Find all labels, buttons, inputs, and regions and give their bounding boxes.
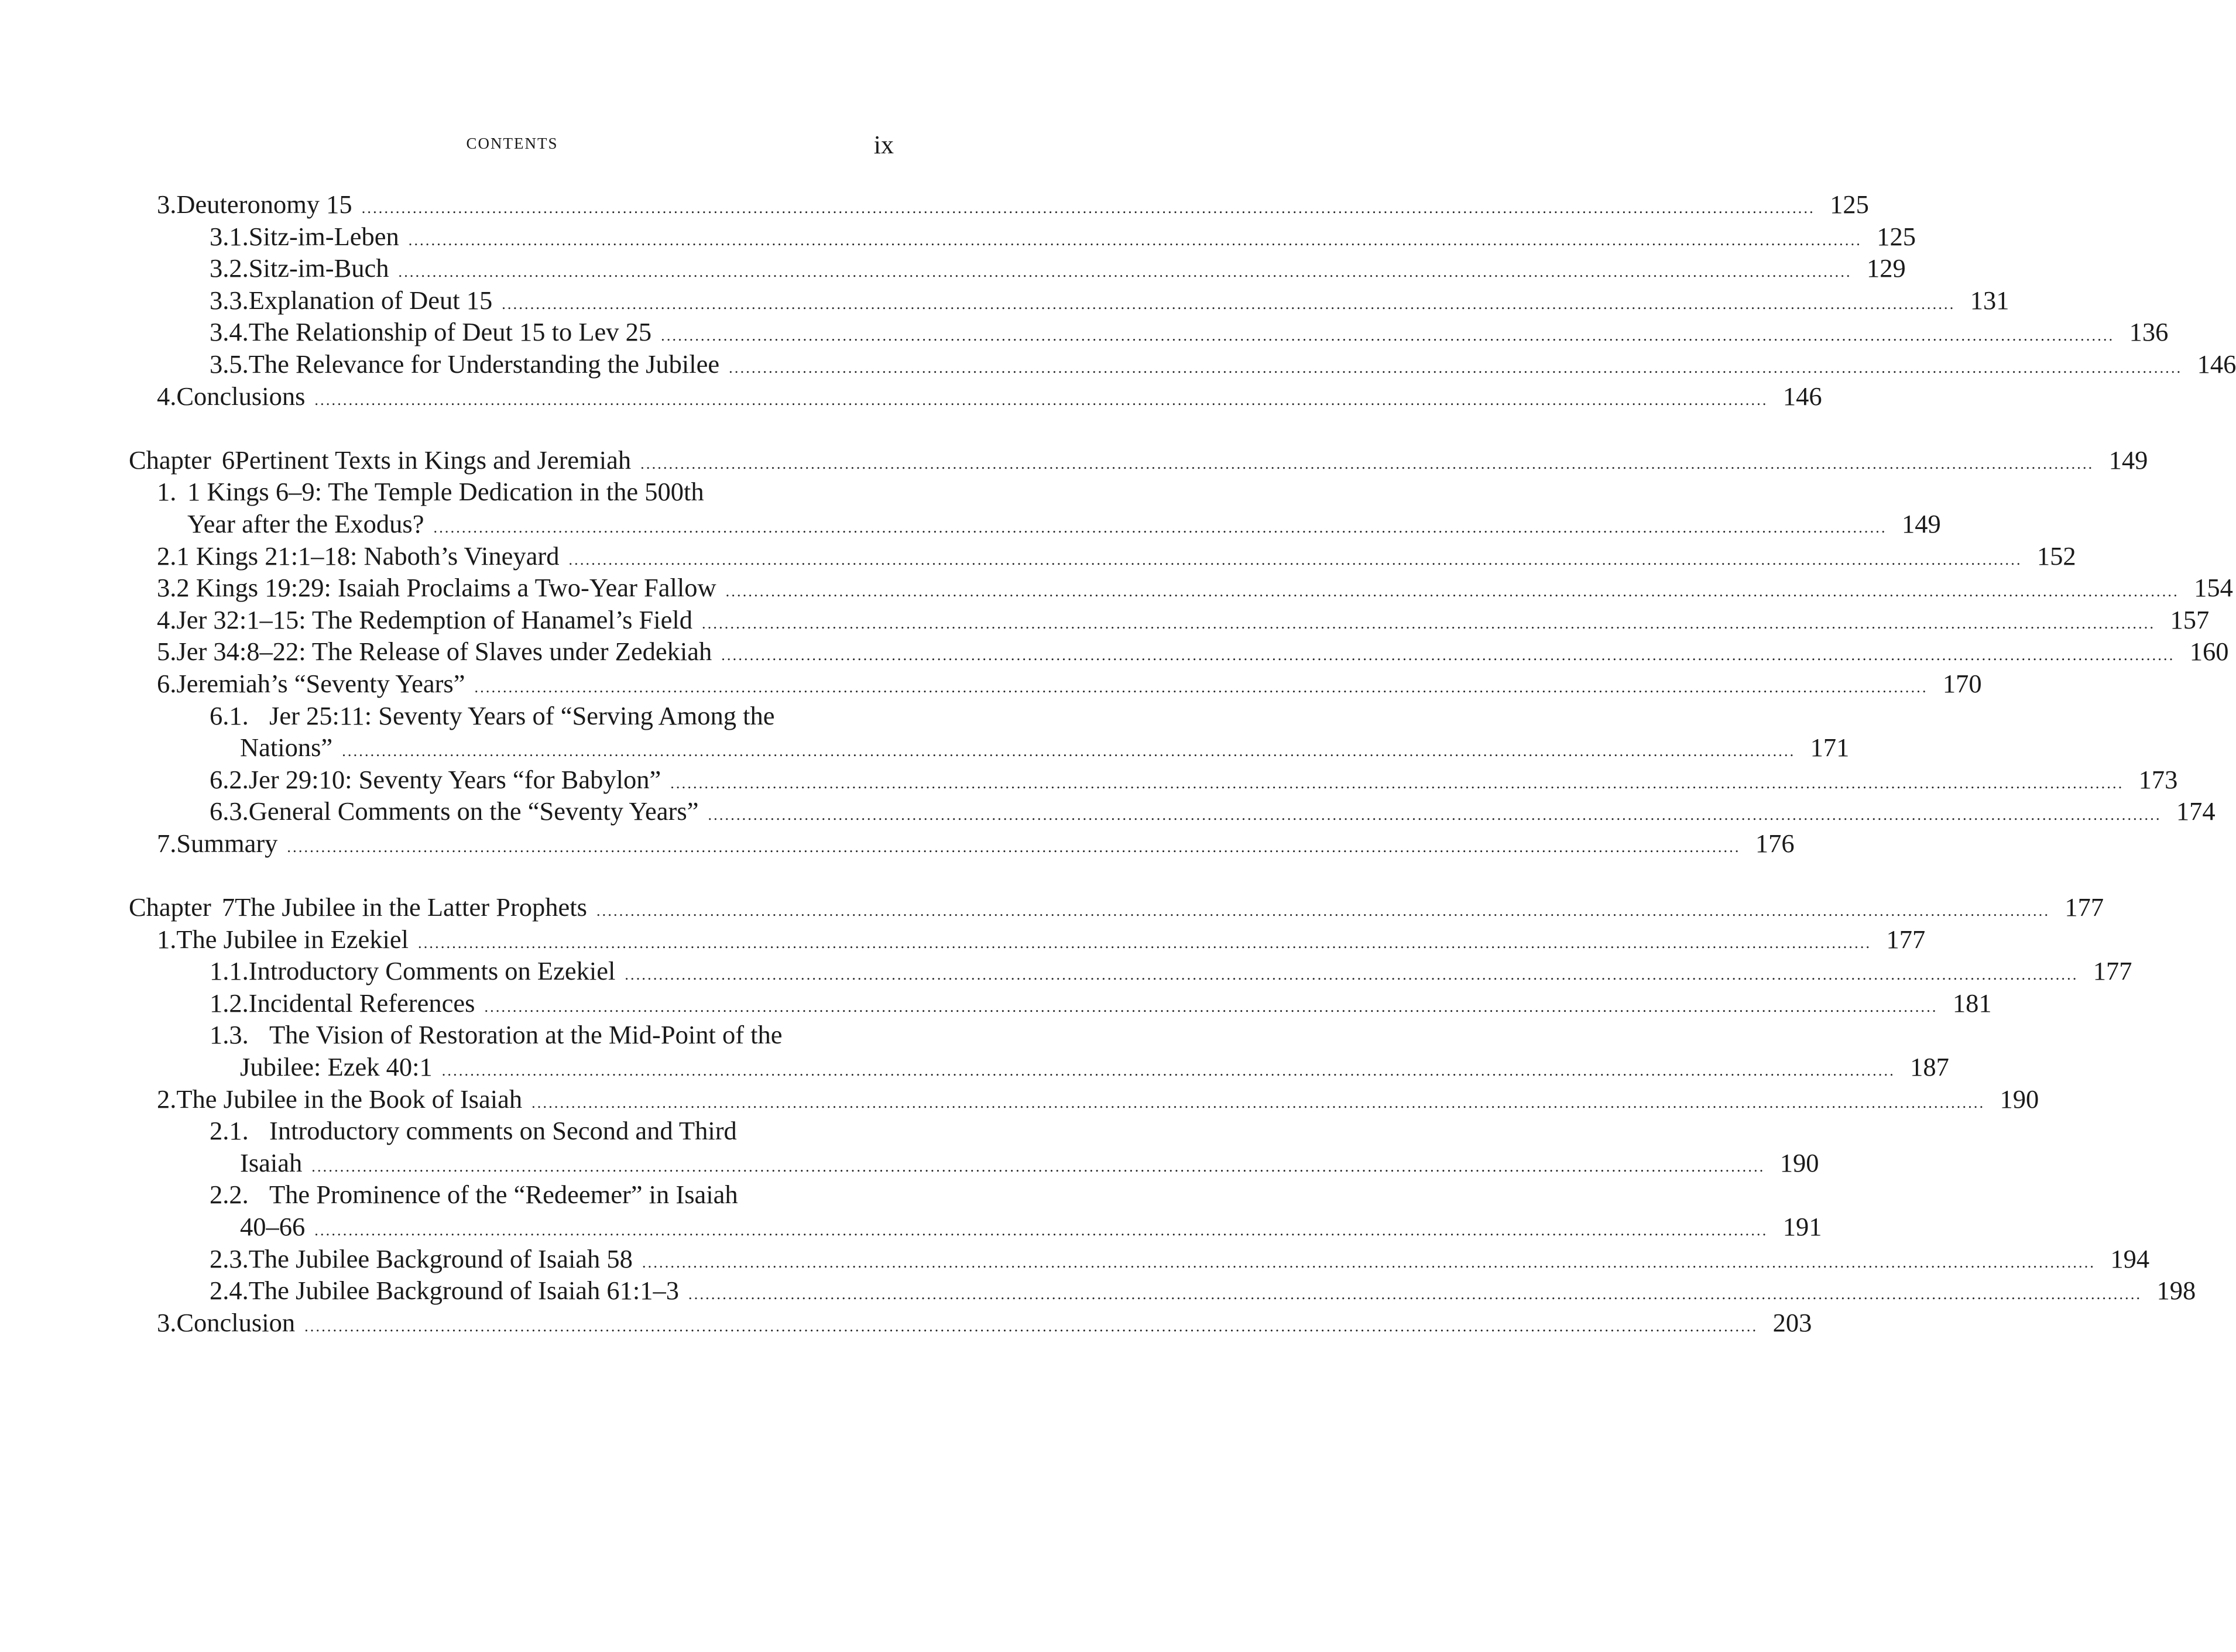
entry-title: Introductory Comments on Ezekiel — [248, 956, 616, 986]
entry-title: The Jubilee Background of Isaiah 58 — [248, 1244, 633, 1273]
entry-number: 3. — [157, 573, 177, 603]
entry-number: 6. — [157, 668, 177, 698]
running-title: CONTENTS — [466, 135, 558, 152]
dot-leader — [708, 799, 2161, 832]
entry-page: 187 — [1910, 1052, 1949, 1082]
entry-page: 125 — [1830, 190, 1869, 219]
entry-number: 2.3. — [210, 1244, 249, 1273]
dot-leader — [531, 1087, 1985, 1119]
entry-title: Explanation of Deut 15 — [248, 285, 493, 315]
entry-number: 1. — [157, 924, 177, 954]
chapter-number: 6 — [221, 445, 235, 475]
chapter-heading — [129, 891, 2104, 923]
toc-entry — [129, 923, 1926, 956]
dot-leader — [474, 672, 1928, 704]
entry-page: 194 — [2110, 1244, 2150, 1273]
entry-title: Jeremiah’s “Seventy Years” — [176, 668, 465, 698]
entry-title: Conclusions — [176, 381, 306, 411]
toc-entry-continuation — [129, 1147, 1819, 1179]
dot-leader — [729, 352, 2182, 384]
entry-title: The Prominence of the “Redeemer” in Isaiah — [269, 1180, 738, 1210]
entry-number: 6.1. — [210, 700, 249, 730]
entry-title-continued: Jubilee: Ezek 40:1 — [240, 1052, 433, 1082]
table-of-contents — [129, 188, 2236, 1338]
dot-leader — [726, 576, 2179, 608]
entry-number: 6.2. — [210, 764, 249, 794]
dot-leader — [721, 640, 2175, 672]
entry-page: 131 — [1970, 285, 2009, 315]
entry-number: 1.1. — [210, 956, 249, 986]
dot-leader — [409, 225, 1862, 257]
entry-title: 1 Kings 21:1–18: Naboth’s Vineyard — [176, 541, 560, 571]
entry-page: 190 — [2000, 1084, 2039, 1114]
toc-entry — [129, 221, 1916, 253]
toc-entry — [129, 348, 2236, 380]
entry-page: 173 — [2138, 764, 2178, 794]
toc-entry — [129, 668, 1982, 700]
entry-page: 177 — [2093, 956, 2132, 986]
toc-entry — [129, 1243, 2150, 1275]
entry-page: 152 — [2036, 541, 2076, 571]
entry-number: 4. — [157, 381, 177, 411]
entry-number: 3. — [157, 1307, 177, 1337]
entry-title-continued: Isaiah — [240, 1148, 303, 1177]
entry-number: 3.3. — [210, 285, 249, 315]
entry-page: 146 — [2197, 349, 2236, 379]
dot-leader — [362, 193, 1815, 225]
toc-entry — [129, 316, 2169, 348]
toc-entry — [129, 252, 1906, 284]
entry-page: 177 — [1886, 924, 1926, 954]
toc-entry — [129, 572, 2233, 604]
entry-title-continued: 40–66 — [240, 1212, 306, 1241]
entry-page: 160 — [2189, 637, 2229, 667]
chapter-title: The Jubilee in the Latter Prophets — [235, 892, 587, 922]
dot-leader — [688, 1279, 2142, 1311]
dot-leader — [502, 289, 1955, 321]
entry-page: 190 — [1779, 1148, 1819, 1177]
entry-page: 174 — [2176, 796, 2216, 826]
entry-number: 3.2. — [210, 253, 249, 283]
entry-number: 1.3. — [210, 1020, 249, 1050]
toc-entry — [129, 764, 2178, 796]
toc-entry — [129, 1307, 1812, 1339]
entry-title-continued: Nations” — [240, 733, 333, 763]
entry-number: 3.5. — [210, 349, 249, 379]
entry-title: Incidental References — [248, 988, 475, 1018]
entry-number: 2. — [157, 541, 177, 571]
toc-entry — [129, 987, 1992, 1019]
toc-entry — [129, 188, 1869, 221]
page-number: ix — [873, 130, 894, 159]
chapter-heading — [129, 444, 2148, 476]
toc-entry — [129, 380, 1822, 413]
entry-number: 1. — [157, 477, 177, 507]
entry-page: 125 — [1877, 221, 1916, 251]
dot-leader — [304, 1311, 1758, 1343]
toc-entry — [129, 540, 2076, 572]
entry-number: 5. — [157, 637, 177, 667]
entry-title: 2 Kings 19:29: Isaiah Proclaims a Two-Year Fallow — [176, 573, 716, 603]
entry-title: Jer 32:1–15: The Redemption of Hanamel’s Field — [176, 605, 692, 634]
dot-leader — [311, 1151, 1765, 1183]
entry-title: The Vision of Restoration at the Mid-Point of the — [269, 1020, 783, 1050]
toc-entry — [129, 604, 2210, 636]
entry-page: 170 — [1942, 668, 1982, 698]
entry-title: The Relationship of Deut 15 to Lev 25 — [248, 317, 652, 347]
entry-number: 3. — [157, 190, 177, 219]
entry-page: 176 — [1755, 828, 1795, 858]
chapter-page: 149 — [2108, 445, 2148, 475]
toc-entry-continuation — [129, 1211, 1822, 1243]
entry-number: 3.4. — [210, 317, 249, 347]
toc-entry-continuation — [129, 731, 1850, 764]
entry-number: 7. — [157, 828, 177, 858]
dot-leader — [399, 256, 1852, 289]
toc-entry — [129, 1115, 896, 1147]
entry-page: 198 — [2156, 1276, 2196, 1306]
dot-leader — [625, 959, 2078, 991]
entry-page: 154 — [2194, 573, 2233, 603]
toc-entry — [129, 795, 2216, 827]
entry-title: Sitz-im-Buch — [248, 253, 389, 283]
entry-title: Deuteronomy 15 — [176, 190, 352, 219]
chapter-label: Chapter — [129, 445, 211, 475]
entry-title: The Jubilee Background of Isaiah 61:1–3 — [248, 1276, 680, 1306]
toc-entry — [129, 1019, 896, 1051]
entry-number: 2. — [157, 1084, 177, 1114]
toc-entry — [129, 1179, 896, 1211]
toc-entry — [129, 955, 2132, 987]
entry-title: The Relevance for Understanding the Jubilee — [248, 349, 720, 379]
toc-entry — [129, 476, 896, 508]
toc-entry — [129, 284, 2009, 317]
entry-page: 171 — [1810, 733, 1850, 763]
dot-leader — [314, 384, 1768, 417]
entry-title: Jer 25:11: Seventy Years of “Serving Among the — [269, 700, 775, 730]
dot-leader — [442, 1055, 1895, 1087]
entry-page: 136 — [2129, 317, 2169, 347]
entry-number: 6.3. — [210, 796, 249, 826]
dot-leader — [661, 320, 2114, 352]
dot-leader — [287, 832, 1740, 864]
dot-leader — [342, 736, 1795, 768]
chapter-number: 7 — [221, 892, 235, 922]
entry-title: Sitz-im-Leben — [248, 221, 399, 251]
dot-leader — [434, 512, 1887, 544]
entry-number: 2.1. — [210, 1116, 249, 1146]
entry-title: General Comments on the “Seventy Years” — [248, 796, 699, 826]
entry-number: 2.2. — [210, 1180, 249, 1210]
entry-number: 4. — [157, 605, 177, 634]
entry-page: 191 — [1782, 1212, 1822, 1241]
dot-leader — [314, 1215, 1768, 1247]
dot-leader — [596, 895, 2050, 928]
entry-title-continued: Year after the Exodus? — [187, 509, 424, 538]
entry-title: 1 Kings 6–9: The Temple Dedication in the 500th — [187, 477, 704, 507]
toc-entry — [129, 1275, 2196, 1307]
chapter-label: Chapter — [129, 892, 211, 922]
entry-title: Introductory comments on Second and Third — [269, 1116, 737, 1146]
dot-leader — [484, 991, 1937, 1024]
entry-title: Conclusion — [176, 1307, 296, 1337]
entry-number: 2.4. — [210, 1276, 249, 1306]
toc-entry — [129, 700, 896, 732]
toc-entry — [129, 636, 2229, 668]
dot-leader — [568, 544, 2022, 576]
entry-page: 149 — [1901, 509, 1941, 538]
page-header — [129, 130, 896, 159]
dot-leader — [642, 1247, 2096, 1279]
entry-title: The Jubilee in Ezekiel — [176, 924, 409, 954]
entry-title: Jer 29:10: Seventy Years “for Babylon” — [248, 764, 661, 794]
chapter-title: Pertinent Texts in Kings and Jeremiah — [235, 445, 632, 475]
toc-entry — [129, 827, 1795, 860]
dot-leader — [640, 448, 2094, 480]
dot-leader — [418, 928, 1871, 960]
toc-entry-continuation — [129, 1051, 1949, 1083]
entry-number: 1.2. — [210, 988, 249, 1018]
entry-page: 129 — [1866, 253, 1906, 283]
entry-page: 181 — [1952, 988, 1992, 1018]
chapter-page: 177 — [2064, 892, 2104, 922]
dot-leader — [702, 608, 2155, 640]
entry-number: 3.1. — [210, 221, 249, 251]
entry-page: 157 — [2170, 605, 2210, 634]
entry-title: The Jubilee in the Book of Isaiah — [176, 1084, 523, 1114]
entry-title: Jer 34:8–22: The Release of Slaves under Zedekiah — [176, 637, 712, 667]
toc-entry-continuation — [129, 508, 1941, 540]
dot-leader — [670, 768, 2124, 800]
toc-entry — [129, 1083, 2039, 1115]
entry-page: 146 — [1782, 381, 1822, 411]
entry-page: 203 — [1772, 1307, 1812, 1337]
entry-title: Summary — [176, 828, 278, 858]
